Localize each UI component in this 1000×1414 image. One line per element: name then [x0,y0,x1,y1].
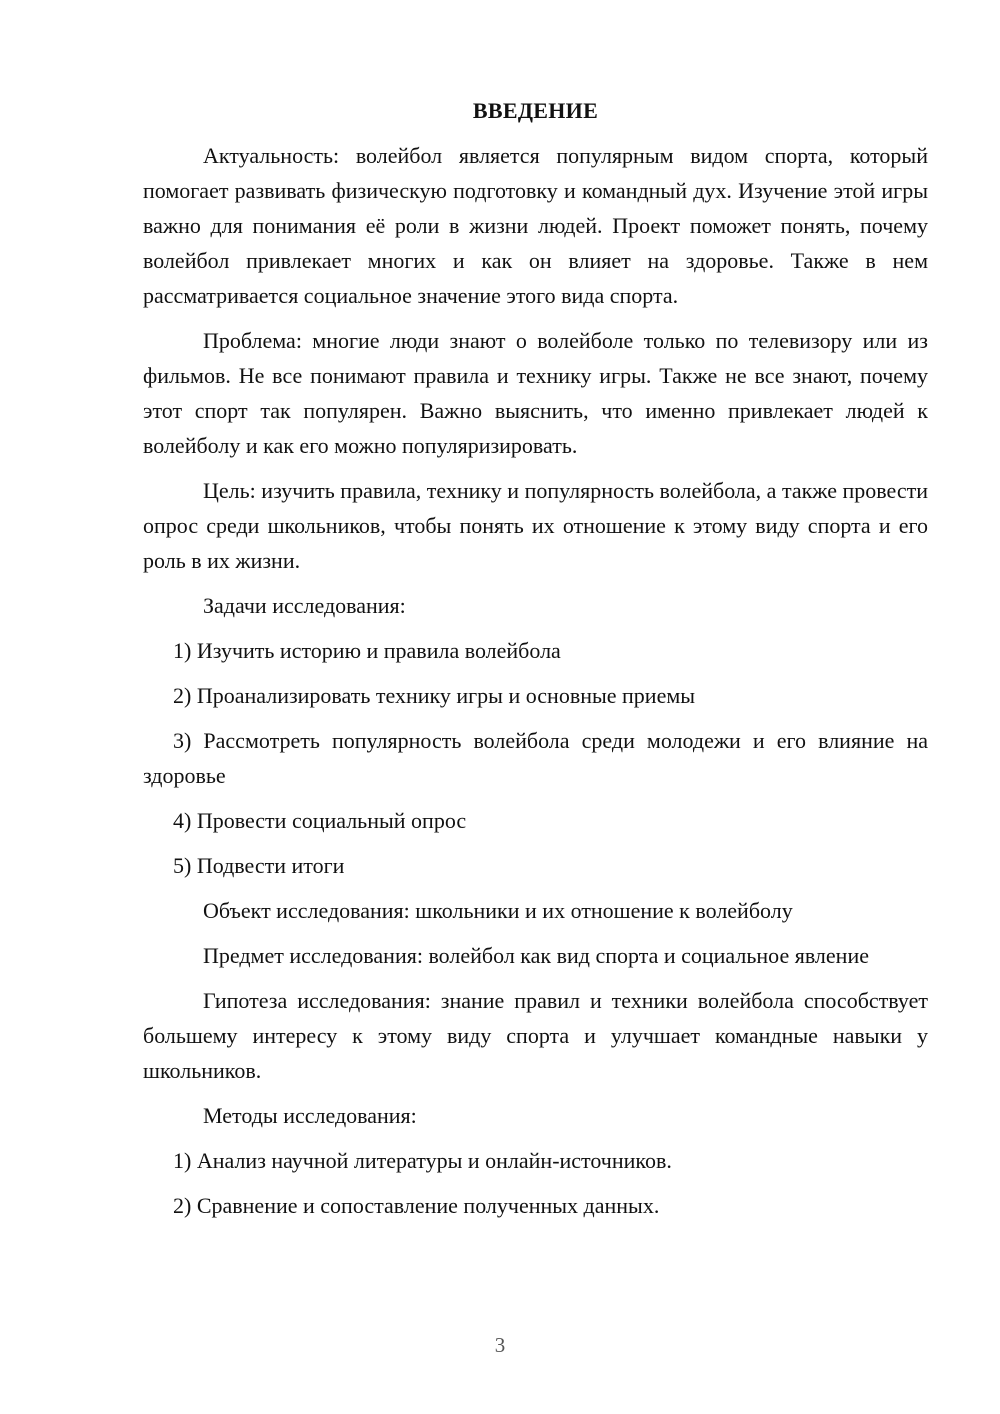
hypothesis-paragraph: Гипотеза исследования: знание правил и техники волейбола способствует большему интересу к этому виду спорта и улучшает командные навыки у школьников. [143,988,928,1083]
object-paragraph: Объект исследования: школьники и их отношение к волейболу [203,898,793,923]
task-item-4: 4) Провести социальный опрос [173,808,467,833]
page-number: 3 [494,1333,506,1357]
method-item-1: 1) Анализ научной литературы и онлайн-источников. [173,1148,672,1173]
tasks-heading: Задачи исследования: [203,593,406,618]
task-item-2: 2) Проанализировать технику игры и основные приемы [173,683,696,708]
methods-heading: Методы исследования: [203,1103,417,1128]
method-item-2: 2) Сравнение и сопоставление полученных данных. [173,1193,660,1218]
task-item-3: 3) Рассмотреть популярность волейбола среди молодежи и его влияние на здоровье [143,728,928,788]
subject-paragraph: Предмет исследования: волейбол как вид спорта и социальное явление [203,943,869,968]
task-item-1: 1) Изучить историю и правила волейбола [173,638,561,663]
relevance-paragraph: Актуальность: волейбол является популярным видом спорта, который помогает развивать физическую подготовку и командный дух. Изучение этой игры важно для понимания её роли в жизни людей. Проект поможет понять, почему волейбол привлекает многих и как он влияет на здоровье. Также в нем рассматривается социальное значение этого вида спорта. [143,143,928,308]
section-title: ВВЕДЕНИЕ [472,98,599,123]
problem-paragraph: Проблема: многие люди знают о волейболе только по телевизору или из фильмов. Не все понимают правила и технику игры. Также не все знают, почему этот спорт так популярен. Важно выяснить, что именно привлекает людей к волейболу и как его можно популяризировать. [143,328,928,458]
task-item-5: 5) Подвести итоги [173,853,345,878]
page-content [143,93,928,1233]
goal-paragraph: Цель: изучить правила, технику и популярность волейбола, а также провести опрос среди школьников, чтобы понять их отношение к этому виду спорта и его роль в их жизни. [143,478,928,573]
